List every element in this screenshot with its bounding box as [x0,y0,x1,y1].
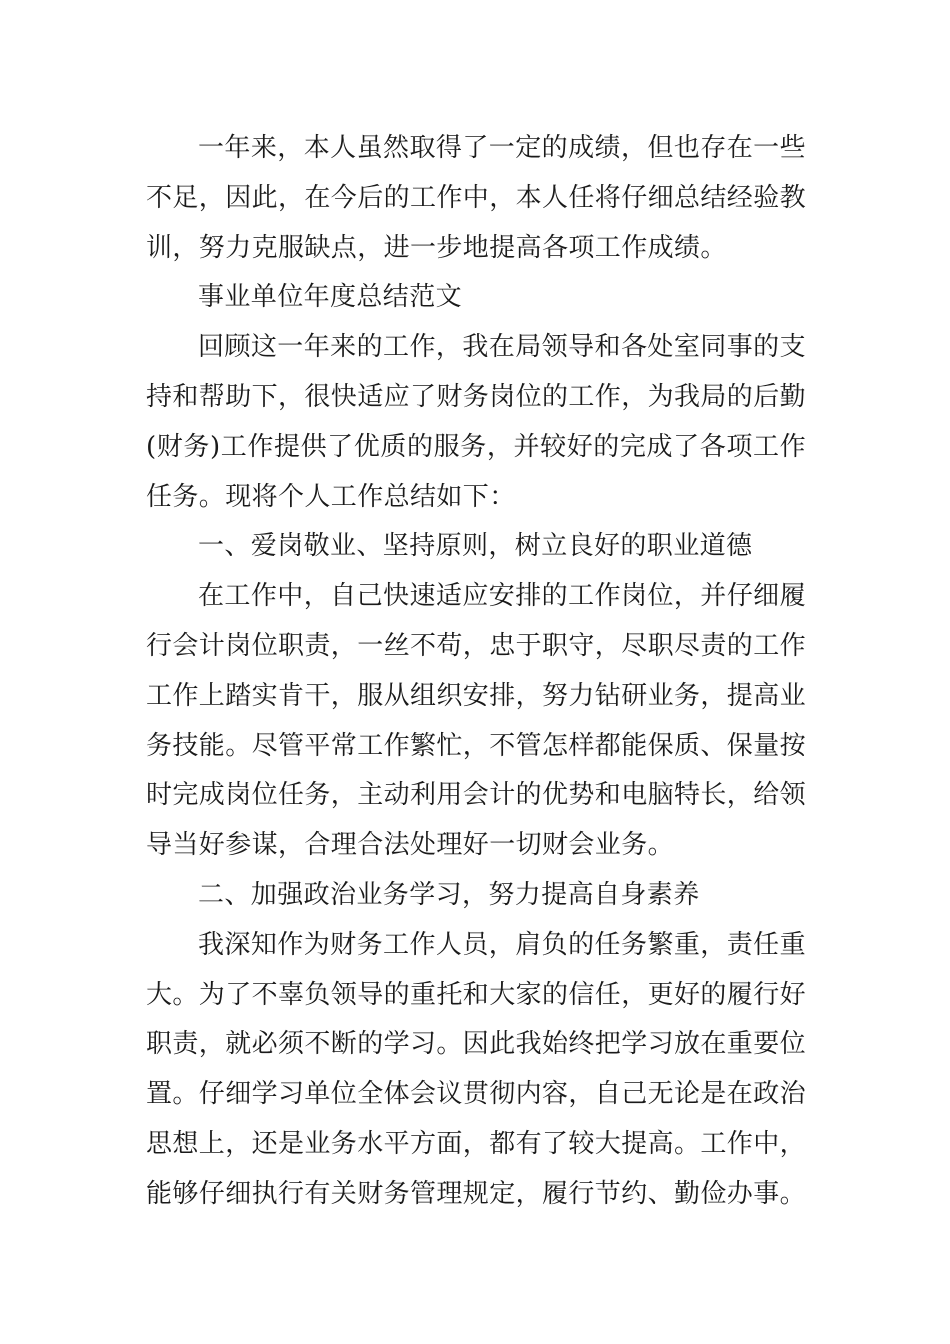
paragraph-summary-closing: 一年来，本人虽然取得了一定的成绩，但也存在一些不足，因此，在今后的工作中，本人任将仔细总结经验教训，努力克服缺点，进一步地提高各项工作成绩。 [146,133,807,263]
section-heading-1: 一、爱岗敬业、坚持原则，树立良好的职业道德 [198,531,753,562]
paragraph-section-1: 在工作中，自己快速适应安排的工作岗位，并仔细履行会计岗位职责，一丝不苟，忠于职守，尽职尽责的工作工作上踏实肯干，服从组织安排，努力钻研业务，提高业务技能。尽管平常工作繁忙，不管怎样都能保质、保量按时完成岗位任务，主动利用会计的优势和电脑特长，给领导当好参谋，合理合法处理好一切财会业务。 [146,581,807,861]
paragraph-review-intro: 回顾这一年来的工作，我在局领导和各处室同事的支持和帮助下，很快适应了财务岗位的工作，为我局的后勤(财务)工作提供了优质的服务，并较好的完成了各项工作任务。现将个人工作总结如下： [146,332,807,512]
section-title: 事业单位年度总结范文 [198,282,463,313]
document-body [146,124,806,1220]
section-heading-2: 二、加强政治业务学习，努力提高自身素养 [198,879,700,910]
paragraph-section-2: 我深知作为财务工作人员，肩负的任务繁重，责任重大。为了不辜负领导的重托和大家的信任，更好的履行好职责，就必须不断的学习。因此我始终把学习放在重要位置。仔细学习单位全体会议贯彻内容，自己无论是在政治思想上，还是业务水平方面，都有了较大提高。工作中，能够仔细执行有关财务管理规定，履行节约、勤俭办事。 [146,929,807,1209]
